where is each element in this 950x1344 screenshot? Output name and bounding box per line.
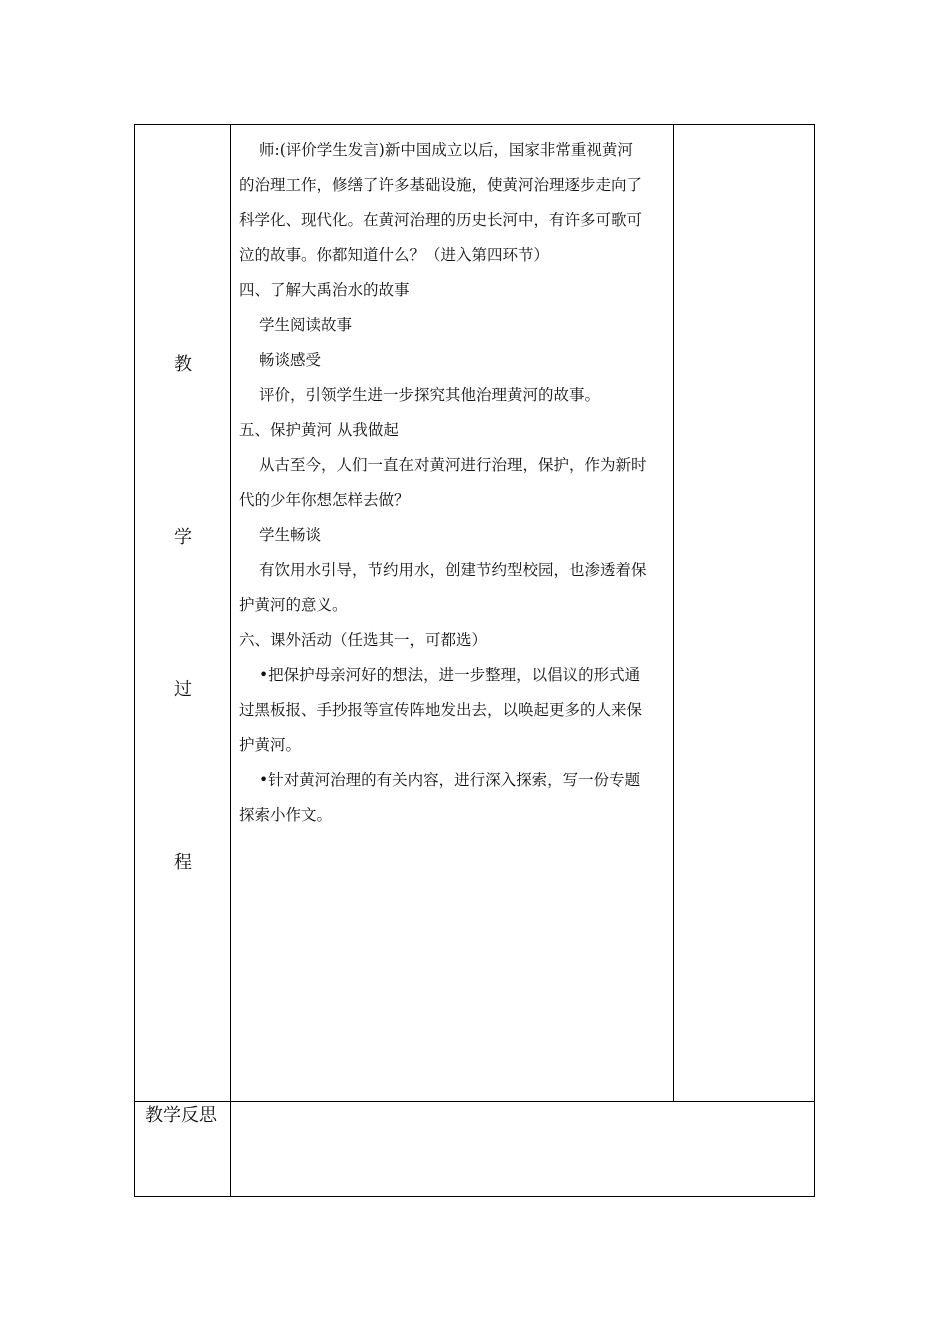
text-line: 学生阅读故事 (259, 316, 353, 334)
side-label-jiao: 教 (174, 354, 192, 375)
section-heading-6: 六、课外活动（任选其一，可都选） (239, 631, 488, 649)
text-line: 泣的故事。你都知道什么？（进入第四环节） (239, 246, 550, 264)
side-label-guo: 过 (174, 679, 192, 700)
reflection-input-area[interactable] (231, 1102, 815, 1196)
text-line: 有饮用水引导，节约用水，创建节约型校园，也渗透着保 (259, 561, 647, 579)
bullet-line: •针对黄河治理的有关内容，进行深入探索，写一份专题 (259, 771, 641, 789)
text-line: 代的少年你想怎样去做？ (239, 491, 410, 509)
text-line: 学生畅谈 (259, 526, 322, 544)
text-line: 探索小作文。 (239, 806, 333, 824)
text-line: 的治理工作，修缮了许多基础设施，使黄河治理逐步走向了 (239, 176, 643, 194)
text-line: 护黄河的意义。 (239, 596, 348, 614)
text-line: 过黑板报、手抄报等宣传阵地发出去，以唤起更多的人来保 (239, 701, 643, 719)
side-label-xue: 学 (174, 527, 192, 548)
col-divider-left (230, 125, 231, 1197)
text-line: 科学化、现代化。在黄河治理的历史长河中，有许多可歌可 (239, 211, 643, 229)
bullet-line: •把保护母亲河好的想法，进一步整理，以倡议的形式通 (259, 666, 641, 684)
text-line: 评价，引领学生进一步探究其他治理黄河的故事。 (259, 386, 601, 404)
text-line: 畅谈感受 (259, 351, 322, 369)
text-line: 师:(评价学生发言)新中国成立以后，国家非常重视黄河 (259, 141, 633, 159)
reflection-label: 教学反思 (145, 1105, 217, 1126)
section-heading-5: 五、保护黄河 从我做起 (239, 421, 399, 439)
lesson-plan-table (134, 124, 815, 1197)
text-line: 护黄河。 (239, 736, 302, 754)
col-divider-right (673, 125, 674, 1101)
teaching-process-content (239, 133, 671, 833)
text-line: 从古至今，人们一直在对黄河进行治理，保护，作为新时 (259, 456, 647, 474)
section-heading-4: 四、了解大禹治水的故事 (239, 281, 410, 299)
side-label-cheng: 程 (174, 852, 192, 873)
